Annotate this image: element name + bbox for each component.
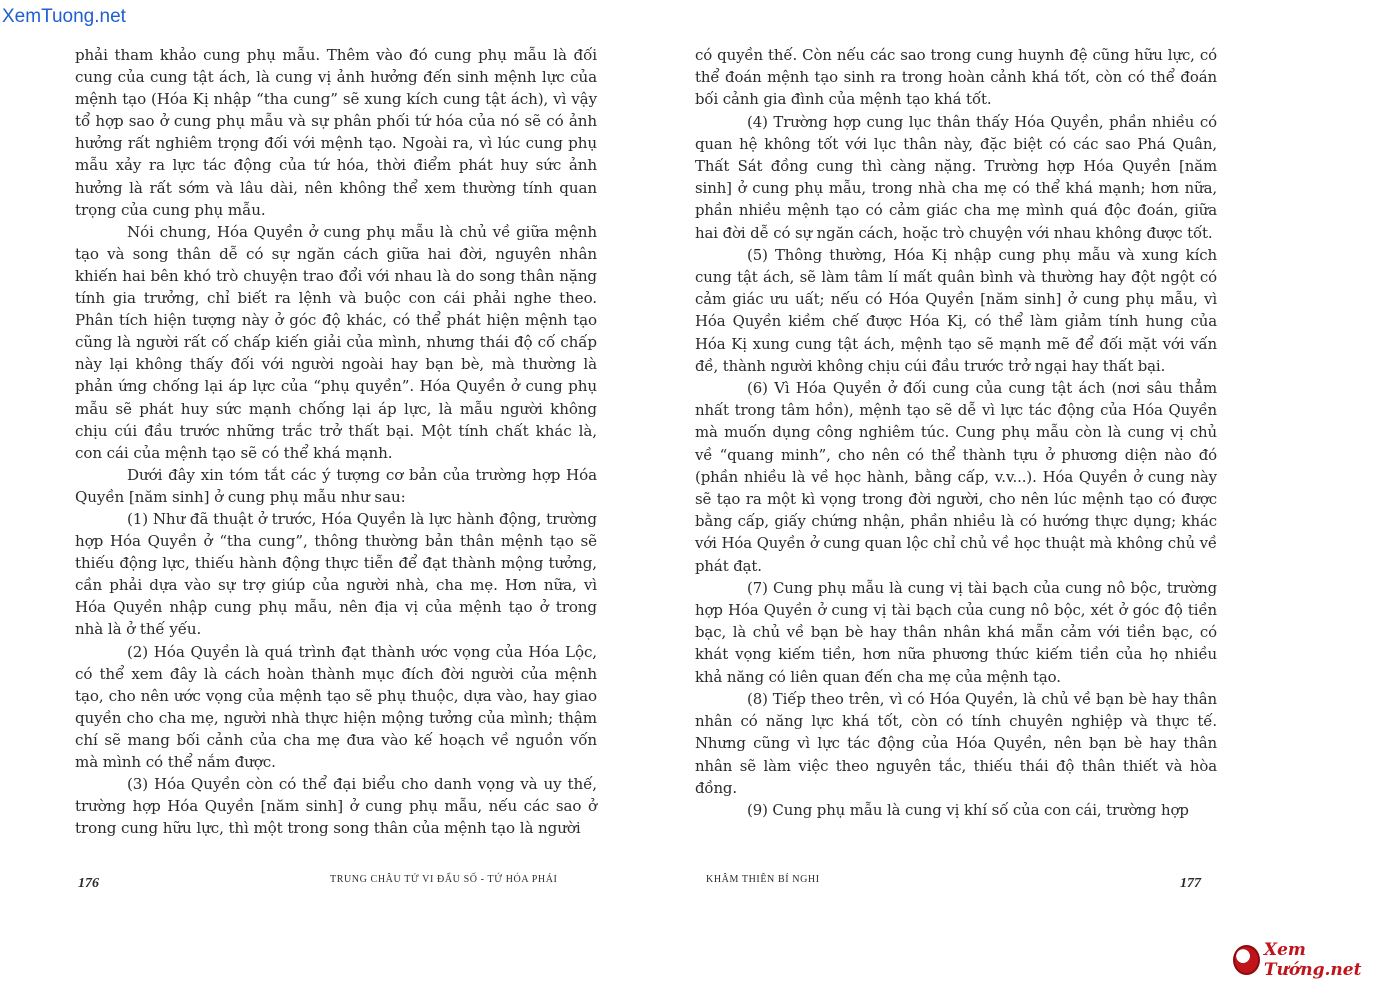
right-paragraph-7: (9) Cung phụ mẫu là cung vị khí số của con cái, trường hợp (747, 800, 1189, 819)
right-page-body (695, 44, 1217, 821)
left-paragraph-2: Nói chung, Hóa Quyền ở cung phụ mẫu là chủ về giữa mệnh tạo và song thân dễ có sự ngăn cách giữa hai đời, nguyên nhân khiến hai bên khó trò chuyện trao đổi với nhau là do song thân nặng tính gia trưởng, chỉ biết ra lệnh và buộc con cái phải nghe theo. Phân tích hiện tượng này ở góc độ khác, có thể phát hiện mệnh tạo cũng là người rất cố chấp kiến giải của mình, nhưng thái độ cố chấp này lại không thấy đối với người ngoài hay bạn bè, mà thường là phản ứng chống lại áp lực của “phụ quyền”. Hóa Quyền ở cung phụ mẫu sẽ phát huy sức mạnh chống lại áp lực, là mẫu người không chịu cúi đầu trước những trắc trở thất bại. Một tính chất khác là, con cái của mệnh tạo sẽ có thể khá mạnh. (75, 222, 597, 462)
right-paragraph-1: có quyền thế. Còn nếu các sao trong cung huynh đệ cũng hữu lực, có thể đoán mệnh tạo sinh ra trong hoàn cảnh khá tốt, còn có thể đoán bối cảnh gia đình của mệnh tạo khá tốt. (695, 46, 1217, 109)
watermark-logo-text: Xem Tướng.net (1263, 940, 1362, 980)
left-paragraph-4: (1) Như đã thuật ở trước, Hóa Quyền là lực hành động, trường hợp Hóa Quyền ở “tha cung”, thông thường bản thân mệnh tạo sẽ thiếu động lực, thiếu hành động thực tiễn để đạt thành mộng tưởng, cần phải dựa vào sự trợ giúp của người nhà, cha mẹ. Hơn nữa, vì Hóa Quyền nhập cung phụ mẫu, nên địa vị của mệnh tạo ở trong nhà là ở thế yếu. (75, 509, 597, 639)
watermark-logo (1233, 940, 1392, 980)
left-paragraph-6: (3) Hóa Quyền còn có thể đại biểu cho danh vọng và uy thế, trường hợp Hóa Quyền [năm sinh] ở cung phụ mẫu, nếu các sao ở trong cung hữu lực, thì một trong song thân của mệnh tạo là người (75, 775, 597, 838)
left-page-number: 176 (78, 876, 99, 891)
right-paragraph-4: (6) Vì Hóa Quyền ở đối cung của cung tật ách (nơi sâu thẳm nhất trong tâm hồn), mệnh tạo sẽ dễ vì lực tác động của Hóa Quyền mà muốn dụng công nghiêm túc. Cung phụ mẫu còn là cung vị chủ về “quang minh”, cho nên có thể thành tựu ở phương diện nào đó (phần nhiều là về học hành, bằng cấp, v.v...). Hóa Quyền ở cung này sẽ tạo ra một kì vọng trong đời người, cho nên lúc mệnh tạo có được bằng cấp, giấy chứng nhận, phần nhiều là có hướng thực dụng; khác với Hóa Quyền ở cung quan lộc chỉ chủ về học thuật mà không chủ về phát đạt. (695, 379, 1217, 575)
right-paragraph-5: (7) Cung phụ mẫu là cung vị tài bạch của cung nô bộc, trường hợp Hóa Quyền ở cung vị tài bạch của cung nô bộc, xét ở góc độ tiền bạc, là chủ về bạn bè hay thân nhân khá mẫn cảm với tiền bạc, có khát vọng kiếm tiền, hơn nữa phương thức kiếm tiền của họ nhiều khả năng có liên quan đến cha mẹ của mệnh tạo. (695, 578, 1217, 686)
left-paragraph-5: (2) Hóa Quyền là quá trình đạt thành ước vọng của Hóa Lộc, có thể xem đây là cách hoàn thành mục đích đời người của mệnh tạo, cho nên ước vọng của mệnh tạo sẽ phụ thuộc, dựa vào, hay giao quyền cho cha mẹ, người nhà thực hiện mộng tưởng của mình; thậm chí sẽ mang bối cảnh của cha mẹ đưa vào kế hoạch về nguồn vốn mà mình có thể nắm được. (75, 642, 597, 771)
yin-yang-icon (1233, 945, 1260, 975)
right-paragraph-6: (8) Tiếp theo trên, vì có Hóa Quyền, là chủ về bạn bè hay thân nhân có năng lực khá tốt, còn có tính chuyên nghiệp và thực tế. Nhưng cũng vì lực tác động của Hóa Quyền, nên bạn bè hay thân nhân sẽ làm việc theo nguyên tắc, thiếu thái độ thân thiết và hòa đồng. (695, 689, 1217, 797)
right-running-title: KHÂM THIÊN BÍ NGHI (706, 874, 820, 885)
watermark-top: XemTuong.net (2, 6, 126, 27)
left-running-title: TRUNG CHÂU TỬ VI ĐẨU SỐ - TỨ HÓA PHÁI (330, 874, 558, 885)
left-paragraph-1: phải tham khảo cung phụ mẫu. Thêm vào đó cung phụ mẫu là đối cung của cung tật ách, là cung vị ảnh hưởng đến sinh mệnh lực của mệnh tạo (Hóa Kị nhập “tha cung” sẽ xung kích cung tật ách), vì vậy tổ hợp sao ở cung phụ mẫu và sự phân phối tứ hóa của nó sẽ có ảnh hưởng rất nghiêm trọng đối với mệnh tạo. Ngoài ra, vì lúc cung phụ mẫu xảy ra lực tác động của tứ hóa, thời điểm phát huy sức ảnh hưởng là rất sớm và lâu dài, nên không thể xem thường tính quan trọng của cung phụ mẫu. (75, 46, 597, 219)
right-paragraph-3: (5) Thông thường, Hóa Kị nhập cung phụ mẫu và xung kích cung tật ách, sẽ làm tâm lí mất quân bình và thường hay đột ngột có cảm giác ưu uất; nếu có Hóa Quyền [năm sinh] ở cung phụ mẫu, vì Hóa Quyền kiềm chế được Hóa Kị, có thể làm giảm tính hung của Hóa Kị xung cung tật ách, mệnh tạo sẽ mạnh mẽ để đối mặt với vấn đề, thành người không chịu cúi đầu trước trở ngại hay thất bại. (695, 245, 1217, 375)
right-page-number: 177 (1180, 876, 1201, 891)
left-paragraph-3: Dưới đây xin tóm tắt các ý tượng cơ bản của trường hợp Hóa Quyền [năm sinh] ở cung phụ mẫu như sau: (75, 465, 597, 506)
left-page-body (75, 44, 597, 839)
right-paragraph-2: (4) Trường hợp cung lục thân thấy Hóa Quyền, phần nhiều có quan hệ không tốt với lục thân này, đặc biệt có các sao Phá Quân, Thất Sát đồng cung thì càng nặng. Trường hợp Hóa Quyền [năm sinh] ở cung phụ mẫu, trong nhà cha mẹ có thể khá mạnh; hơn nữa, phần nhiều mệnh tạo có cảm giác cha mẹ mình quá độc đoán, giữa hai đời dễ có sự ngăn cách, hoặc trò chuyện với nhau không được tốt. (695, 112, 1217, 242)
